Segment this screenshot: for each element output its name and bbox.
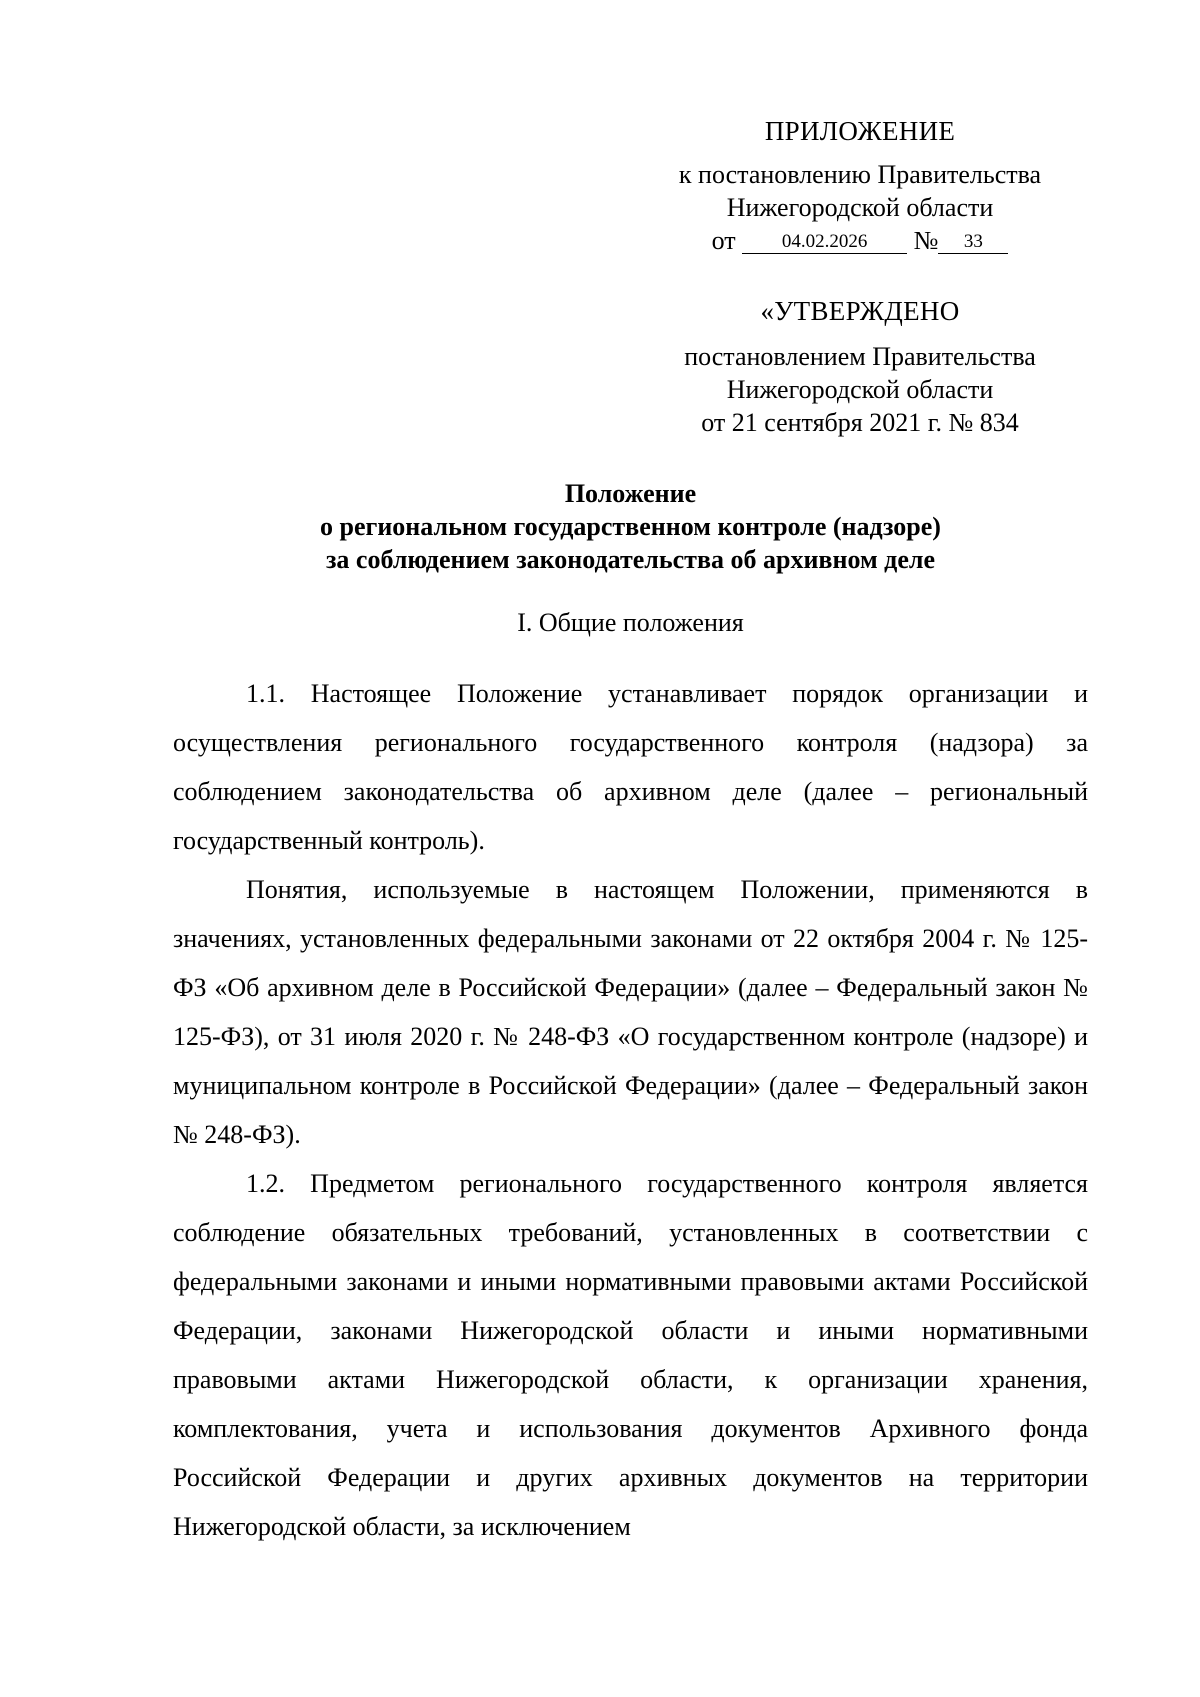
- title-line-2: о региональном государственном контроле (надзоре): [320, 512, 941, 541]
- paragraph-definitions: Понятия, используемые в настоящем Положении, применяются в значениях, установленных федеральными законами от 22 октября 2004 г. № 125-ФЗ «Об архивном деле в Российской Федерации» (далее – Федеральный закон № 125-ФЗ), от 31 июля 2020 г. № 248-ФЗ «О государственном контроле (надзоре) и муниципальном контроле в Российской Федерации» (далее – Федеральный закон № 248-ФЗ).: [173, 875, 1088, 1149]
- number-sign: №: [913, 226, 939, 255]
- appendix-heading: ПРИЛОЖЕНИЕ: [764, 116, 956, 146]
- approval-line-1: постановлением Правительства: [684, 342, 1036, 371]
- approval-line-3: от 21 сентября 2021 г. № 834: [701, 408, 1019, 437]
- appendix-date-line: [650, 224, 1070, 257]
- appendix-block: [650, 115, 1070, 257]
- date-prefix: от: [711, 226, 736, 255]
- appendix-line-2: Нижегородской области: [726, 193, 994, 222]
- paragraph-1-2: 1.2. Предметом регионального государственного контроля является соблюдение обязательных требований, установленных в соответствии с федеральными законами и иными нормативными правовыми актами Российской Федерации, законами Нижегородской области и иными нормативными правовыми актами Нижегородской области, к организации хранения, комплектования, учета и использования документов Архивного фонда Российской Федерации и других архивных документов на территории Нижегородской области, за исключением: [173, 1169, 1088, 1541]
- title-line-1: Положение: [564, 479, 697, 508]
- number-field: 33: [938, 231, 1008, 254]
- document-title: [173, 477, 1088, 576]
- paragraph-1-1: 1.1. Настоящее Положение устанавливает порядок организации и осуществления регионального государственного контроля (надзора) за соблюдением законодательства об архивном деле (далее – региональный государственный контроль).: [173, 679, 1088, 855]
- section-title: I. Общие положения: [517, 608, 744, 637]
- approval-heading: «УТВЕРЖДЕНО: [760, 296, 960, 326]
- date-field: 04.02.2026: [742, 231, 907, 254]
- approval-line-2: Нижегородской области: [726, 375, 994, 404]
- title-line-3: за соблюдением законодательства об архивном деле: [325, 545, 935, 574]
- approval-block: [650, 295, 1070, 439]
- appendix-line-1: к постановлению Правительства: [678, 160, 1042, 189]
- body-text: [173, 669, 1088, 1551]
